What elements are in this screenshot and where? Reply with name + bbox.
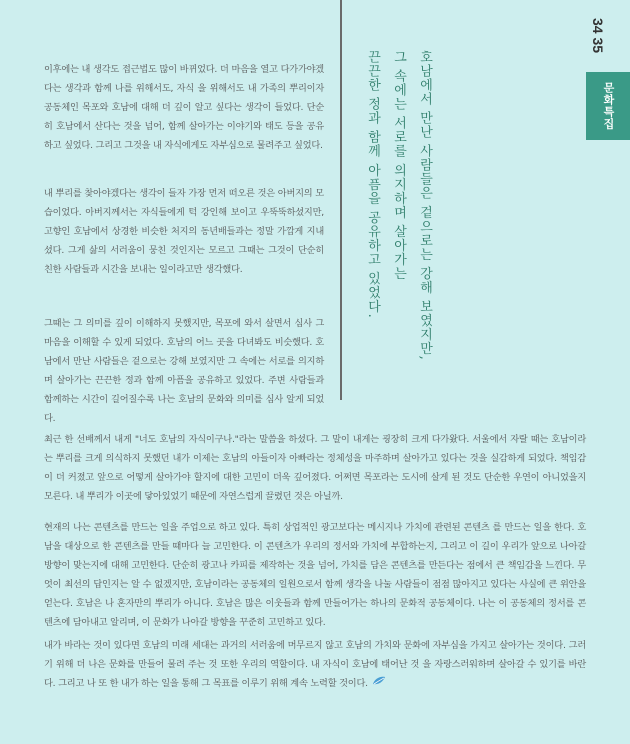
body-paragraph-3-wrap <box>44 636 586 693</box>
page-numbers: 34 35 <box>590 18 606 54</box>
leaf-icon <box>372 674 386 693</box>
section-tab <box>586 72 630 140</box>
pull-quote-line-2: 그 속에는 서로를 의지하며 살아가는 <box>391 50 406 281</box>
column-paragraph-2: 내 뿌리를 찾아야겠다는 생각이 들자 가장 먼저 떠오른 것은 아버지의 모습이었다. 아버지께서는 자식들에게 턱 강인해 보이고 우뚝뚝하셨지만, 고향인 호남에서 상경한 비슷한 처지의 동년배들과는 정말 가깝게 지내셨다. 그게 삶의 서러움이 뭉친 것인지는 모르고 그때는 그것이 단순히 친한 사람들과 시간을 보내는 일이라고만 생각했다. <box>44 188 324 275</box>
body-paragraph-1: 최근 한 선배께서 내게 "너도 호남의 자식이구나."라는 말씀을 하셨다. 그 말이 내게는 굉장히 크게 다가왔다. 서울에서 자랄 때는 호남이라는 뿌리를 크게 의식하지 못했던 내가 이제는 호남의 아들이자 아빠라는 정체성을 마주하며 살아가고 있다는 것을 실감하게 되었다. 책임감이 더 커졌고 앞으로 어떻게 살아가야 할지에 대한 고민이 더욱 깊어졌다. 어쩌면 목포라는 도시에 살게 된 것도 단순한 우연이 아니었을지 모른다. 내 뿌리가 이곳에 닿아있었기 때문에 자연스럽게 끌렸던 것은 아닐까. <box>44 434 586 502</box>
column-divider <box>340 0 342 400</box>
body-paragraph-3: 내가 바라는 것이 있다면 호남의 미래 세대는 과거의 서러움에 머무르지 않고 호남의 가치와 문화에 자부심을 가지고 살아가는 것이다. 그러기 위해 더 나은 문화를 만들어 물려 주는 것 또한 우리의 역할이다. 내 자식이 호남에 태어난 것 을 자랑스러워하며 살아갈 수 있기를 바란다. 그리고 나 또 한 내가 하는 일을 통해 그 목표를 이루기 위해 계속 노력할 것이다. <box>44 640 586 689</box>
column-paragraph-3: 그때는 그 의미를 깊이 이해하지 못했지만, 목포에 와서 살면서 심사 그 마음을 이해할 수 있게 되었다. 호남의 어느 곳을 다녀봐도 비슷했다. 호남에서 만난 사람들은 겉으로는 강해 보였지만 그 속에는 서로를 의지하며 살아가는 끈끈한 정과 함께 아픔을 공유하고 있었다. 주변 사람들과 함께하는 시간이 길어질수록 나는 호남의 문화와 의미를 심사 알게 되었다. <box>44 318 324 424</box>
column-paragraph-1: 이후에는 내 생각도 접근법도 많이 바뀌었다. 더 마음을 열고 다가가야겠다는 생각과 함께 나를 위해서도, 자식 을 위해서도 내 가족의 뿌리이자 공동체인 목포와 호남에 대해 더 깊이 알고 싶다는 생각이 들었다. 단순히 호남에서 산다는 것을 넘어, 함께 살아가는 이야기와 태도 등을 공유하고 싶었다. 그리고 그것을 내 자식에게도 자부심으로 물려주고 싶었다. <box>44 64 324 151</box>
pull-quote-line-3: 끈끈한 정과 함께 아픔을 공유하고 있었다. <box>365 50 380 319</box>
pull-quote <box>354 50 434 370</box>
pull-quote-line-1: 호남에서 만난 사람들은 겉으로는 강해 보였지만, <box>417 50 432 361</box>
section-tab-label: 문화특집 <box>602 82 615 130</box>
body-paragraph-2: 현재의 나는 콘텐츠를 만드는 일을 주업으로 하고 있다. 특히 상업적인 광고보다는 메시지나 가치에 관련된 콘텐츠 를 만드는 일을 한다. 호남을 대상으로 한 콘텐츠를 만들 때마다 늘 고민한다. 이 콘텐츠가 우리의 정서와 가치에 부합하는지, 그리고 이 길이 우리가 앞으로 나아갈 방향이 맞는지에 대해 고민한다. 단순히 광고나 카피를 제작하는 것을 넘어, 가치를 담은 콘텐츠를 만든다는 점에서 큰 책임감을 느낀다. 무엇이 최선의 답인지는 알 수 없겠지만, 호남이라는 공동체의 일원으로서 함께 생각을 나눌 사람들이 점점 많아지고 있다는 사실에 큰 위안을 얻는다. 호남은 나 혼자만의 뿌리가 아니다. 호남은 많은 이웃들과 함께 만들어가는 하나의 문화적 공동체이다. 나는 이 공동체의 정서를 콘텐츠에 담아내고 알리며, 이 문화가 나아갈 방향을 꾸준히 고민하고 있다. <box>44 522 586 628</box>
